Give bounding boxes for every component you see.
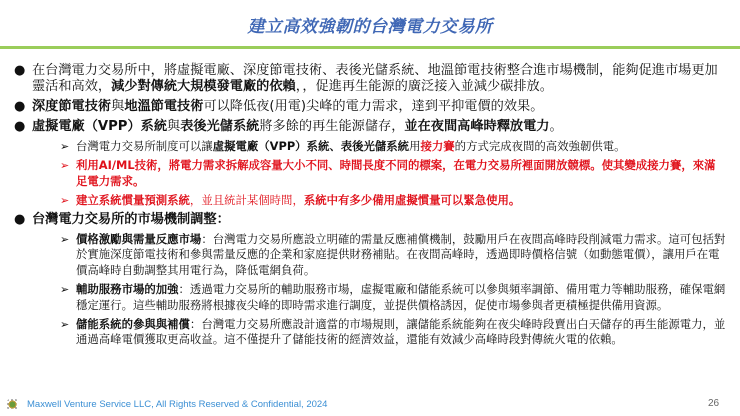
slide-title: 建立高效強韌的台灣電力交易所 <box>247 17 493 37</box>
sub-bullet-item: ➢ 台灣電力交易所制度可以讓虛擬電廠（VPP）系統、表後光儲系統用接力賽的方式完成夜間的高效強韌供電。 <box>60 139 626 153</box>
arrow-bullet-icon: ➢ <box>60 193 70 207</box>
sub-bullet-item: ➢ 價格激勵與需量反應市場：台灣電力交易所應設立明確的需量反應補償機制，鼓勵用戶在夜間高峰時段削減電力需求。這可包括對於實施深度節電技術和參與需量反應的企業和家庭提供財務補貼。在夜間高峰時，透過即時價格信號（如動態電價），讓用戶在電價高峰時自動調整其用電行為，降低電網負荷。 <box>60 231 726 278</box>
page-number: 26 <box>708 398 720 409</box>
arrow-bullet-icon: ➢ <box>60 283 70 297</box>
bullet-icon: ● <box>14 63 26 78</box>
bullet-icon: ● <box>14 99 26 114</box>
arrow-bullet-icon: ➢ <box>60 140 70 153</box>
arrow-bullet-icon: ➢ <box>60 232 70 246</box>
bullet-item: ● 虛擬電廠（VPP）系統與表後光儲系統將多餘的再生能源儲存，並在夜間高峰時釋放電力。 <box>14 119 563 134</box>
sub-bullet-item: ➢ 輔助服務市場的加強：透過電力交易所的輔助服務市場，虛擬電廠和儲能系統可以參與頻率調節、備用電力等輔助服務，確保電網穩定運行。這些輔助服務將根據夜尖峰的即時需求進行調度，並提供價格誘因，促使市場參與者更積極提供備用資源。 <box>60 282 726 312</box>
sub-bullet-item: ➢ 儲能系統的參與與補償：台灣電力交易所應設計適當的市場規則，讓儲能系統能夠在夜尖峰時段賣出白天儲存的再生能源電力，並通過高峰電價獲取更高收益。這不僅提升了儲能技術的經濟效益，還能有效減少高峰時段對傳統火電的依賴。 <box>60 316 726 347</box>
arrow-bullet-icon: ➢ <box>60 159 70 173</box>
company-logo-icon <box>6 398 19 411</box>
arrow-bullet-icon: ➢ <box>60 317 70 331</box>
slide-body <box>14 63 726 352</box>
sub-bullet-item: ➢ 建立系統慣量預測系統，並且統計某個時間，系統中有多少備用虛擬慣量可以緊急使用。 <box>60 192 521 207</box>
title-divider <box>0 46 740 49</box>
bullet-item: ● 台灣電力交易所的市場機制調整： <box>14 211 230 227</box>
bullet-icon: ● <box>14 119 26 134</box>
bullet-item: ● 在台灣電力交易所中，將虛擬電廠、深度節電技術、表後光儲系統、地溫節電技術整合進市場機制，能夠促進市場更加靈活和高效，減少對傳統大規模發電廠的依賴，，促進再生能源的廣泛接入並減少碳排放。 <box>14 63 718 94</box>
footer <box>6 398 327 411</box>
bullet-item: ● 深度節電技術與地溫節電技術可以降低夜(用電)尖峰的電力需求，達到平抑電價的效果。 <box>14 99 544 114</box>
sub-bullet-item: ➢ 利用AI/ML技術，將電力需求拆解成容量大小不同、時間長度不同的標案，在電力交易所裡面開放競標。使其變成接力賽，來滿足電力需求。 <box>60 158 716 188</box>
copyright-text: Maxwell Venture Service LLC, All Rights Reserved & Confidential, 2024 <box>27 399 328 410</box>
bullet-icon: ● <box>14 211 26 227</box>
